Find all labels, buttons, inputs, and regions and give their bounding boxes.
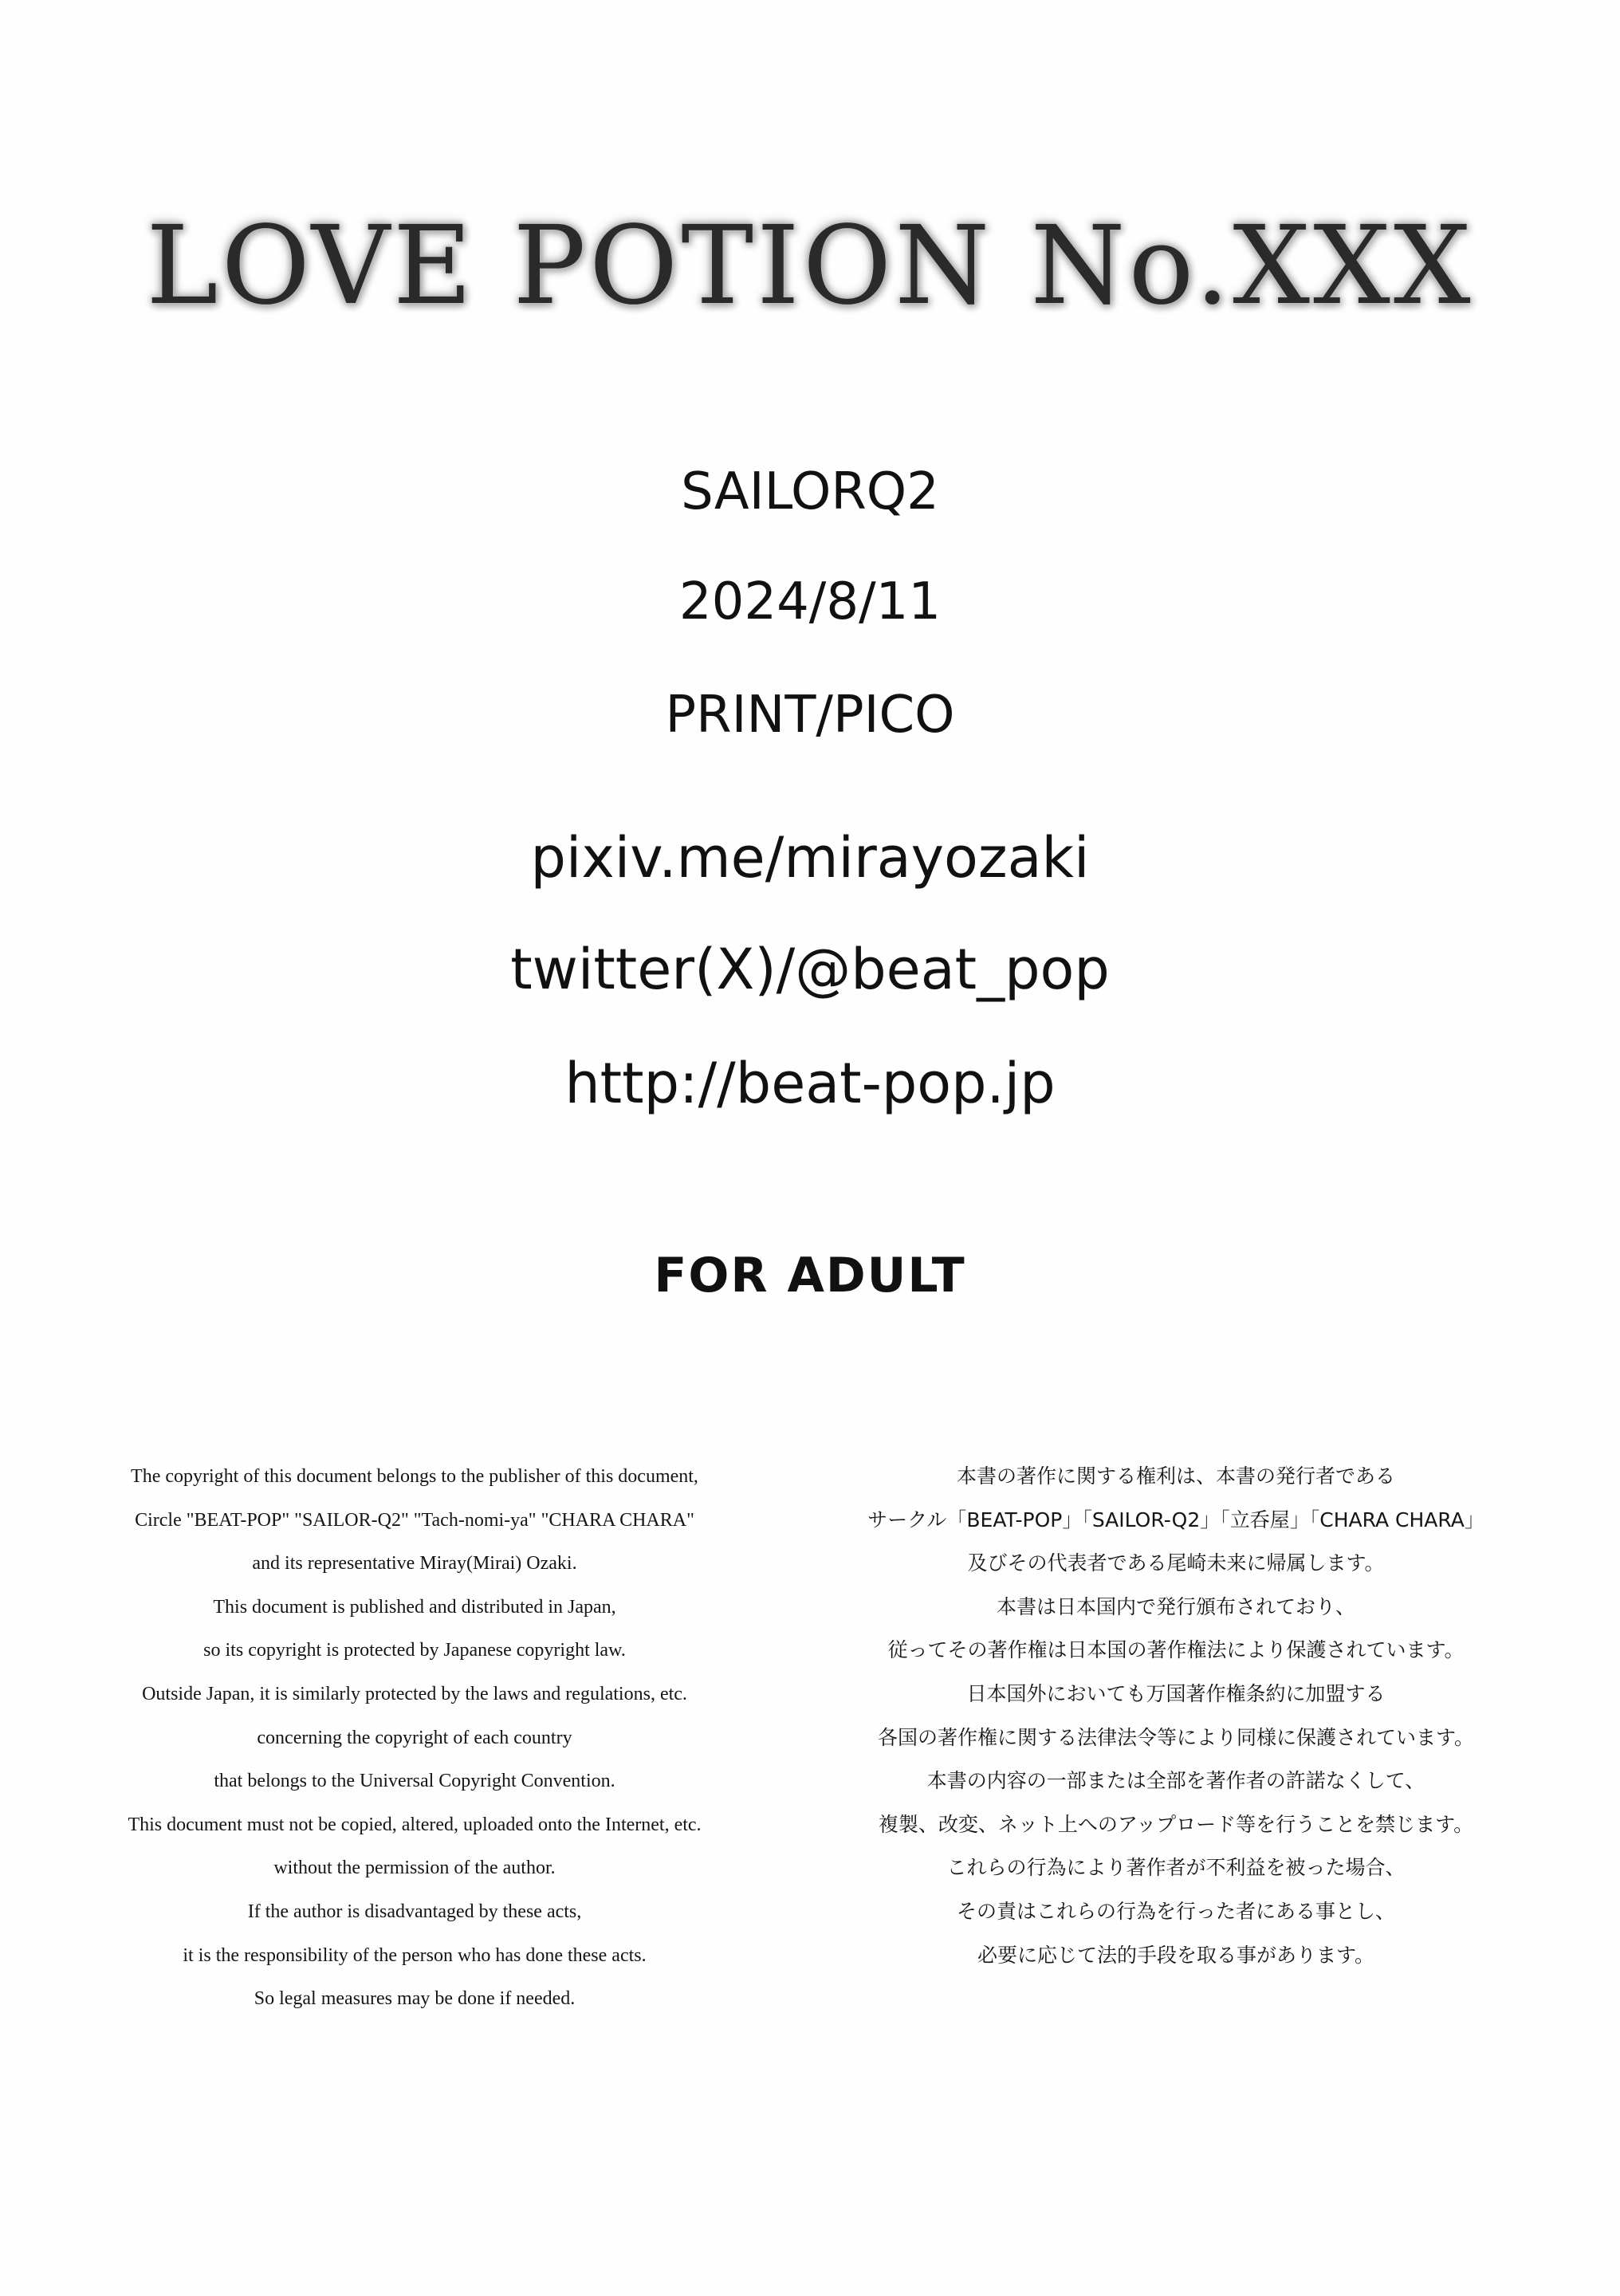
copyright-en-line: without the permission of the author. (273, 1858, 556, 1879)
publish-date: 2024/8/11 (678, 572, 942, 631)
copyright-en-line: so its copyright is protected by Japanese copyright law. (203, 1640, 626, 1661)
printer-name: PRINT/PICO (665, 686, 955, 745)
copyright-jp-line: 本書の著作に関する権利は、本書の発行者である (956, 1464, 1395, 1488)
book-title: LOVE POTION No.XXX (146, 203, 1474, 329)
copyright-jp-line: サークル「BEAT-POP」「SAILOR-Q2」「立呑屋」「CHARA CHARA」 (867, 1508, 1484, 1531)
copyright-jp-line: 複製、改変、ネット上へのアップロード等を行うことを禁じます。 (878, 1812, 1474, 1836)
copyright-jp-line: 従ってその著作権は日本国の著作権法により保護されています。 (887, 1638, 1465, 1662)
copyright-en-line: it is the responsibility of the person who has done these acts. (183, 1944, 647, 1966)
copyright-jp-line: その責はこれらの行為を行った者にある事とし、 (956, 1899, 1395, 1923)
copyright-en-line: that belongs to the Universal Copyright Convention. (214, 1771, 615, 1792)
copyright-en-line: Outside Japan, it is similarly protected by the laws and regulations, etc. (142, 1683, 687, 1704)
copyright-jp-line: 日本国外においても万国著作権条約に加盟する (966, 1681, 1386, 1705)
copyright-en-line: The copyright of this document belongs to the publisher of this document, (131, 1466, 698, 1487)
copyright-en-line: So legal measures may be done if needed. (254, 1988, 576, 2010)
copyright-jp-line: 本書の内容の一部または全部を著作者の許諾なくして、 (926, 1769, 1425, 1793)
copyright-en-line: Circle "BEAT-POP" "SAILOR-Q2" "Tach-nomi-ya" "CHARA CHARA" (135, 1509, 694, 1531)
copyright-jp-line: これらの行為により著作者が不利益を被った場合、 (946, 1856, 1406, 1880)
circle-name: SAILORQ2 (681, 462, 939, 521)
copyright-en-line: If the author is disadvantaged by these acts, (247, 1901, 582, 1922)
copyright-en-line: This document is published and distributed in Japan, (213, 1596, 616, 1618)
rating-label: FOR ADULT (654, 1248, 966, 1303)
twitter-handle[interactable]: twitter(X)/@beat_pop (510, 937, 1110, 1002)
copyright-en-line: This document must not be copied, altered, uploaded onto the Internet, etc. (128, 1814, 702, 1835)
copyright-notice-english (112, 1455, 718, 2021)
copyright-en-line: and its representative Miray(Mirai) Ozaki. (252, 1553, 577, 1575)
copyright-notice-japanese (837, 1455, 1515, 1977)
copyright-jp-line: 本書は日本国内で発行頒布されており、 (996, 1594, 1355, 1618)
copyright-jp-line: 必要に応じて法的手段を取る事があります。 (977, 1943, 1374, 1967)
copyright-en-line: concerning the copyright of each country (257, 1727, 572, 1748)
pixiv-link[interactable]: pixiv.me/mirayozaki (530, 825, 1090, 890)
copyright-jp-line: 各国の著作権に関する法律法令等により同様に保護されています。 (877, 1725, 1474, 1749)
copyright-jp-line: 及びその代表者である尾崎未来に帰属します。 (967, 1551, 1385, 1575)
website-link[interactable]: http://beat-pop.jp (564, 1051, 1056, 1116)
